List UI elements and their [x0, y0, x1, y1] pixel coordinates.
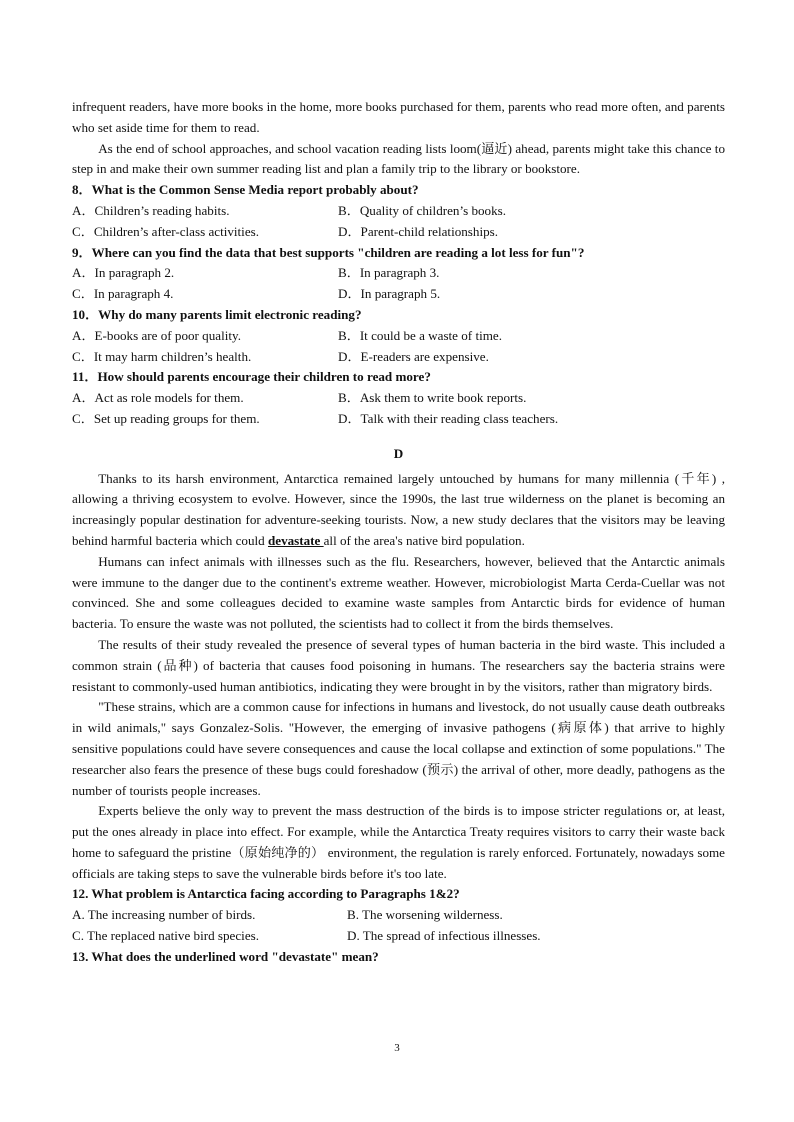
- question-stem: 8．What is the Common Sense Media report probably about?: [72, 182, 419, 198]
- passage-c-last-paragraph: As the end of school approaches, and school vacation reading lists loom(逼近) ahead, parents might take this chance to step in and make their own summer reading list and plan a family trip to the library or bookstore.: [72, 140, 725, 177]
- option-a: A．In paragraph 2.: [72, 265, 175, 281]
- question-stem: 9．Where can you find the data that best supports "children are reading a lot less for fun"?: [72, 244, 585, 260]
- page-number: 3: [394, 1042, 400, 1054]
- option-d: D. The spread of infectious illnesses.: [347, 928, 541, 944]
- option-b: B. The worsening wilderness.: [347, 907, 503, 923]
- question-10: [72, 305, 725, 367]
- section-heading-d: D: [393, 445, 404, 461]
- passage-d-paragraph-1: Thanks to its harsh environment, Antarctica remained largely untouched by humans for many millennia (千年) , allowing a thriving ecosystem to evolve. However, since the 1990s, the last true wilderness on the planet is becoming an increasingly popular destination for adventure-seeking tourists. Now, a new study declares that the visitors may be leaving behind harmful bacteria which could devastate all of the area's native bird population.: [72, 470, 725, 548]
- question-8: [72, 180, 725, 242]
- passage-d-paragraph-4: "These strains, which are a common cause for infections in humans and livestock, do not usually cause death outbreaks in wild animals," says Gonzalez-Solis. "However, the emerging of invasive pathogens (病原体) that arrive to highly sensitive populations could have severe consequences and cause the local collapse and extinction of some populations." The researcher also fears the presence of these bugs could foreshadow (预示) the arrival of other, more deadly, pathogens as the number of tourists people increases.: [72, 699, 725, 798]
- document-page: [72, 97, 725, 968]
- question-12: [72, 884, 725, 946]
- question-stem: 13. What does the underlined word "devastate" mean?: [72, 948, 379, 964]
- option-b: B．Quality of children’s books.: [338, 202, 507, 218]
- option-a: A．E-books are of poor quality.: [72, 327, 241, 343]
- passage-d-paragraph-5: Experts believe the only way to prevent the mass destruction of the birds is to impose stricter regulations or, at least, put the ones already in place into effect. For example, while the Antarctica Treaty requires visitors to carry their waste back home to safeguard the pristine（原始纯净的） environment, the regulation is rarely enforced. Fortunately, nowadays some officials are taking steps to save the vulnerable birds before it's too late.: [72, 803, 725, 881]
- option-d: D．E-readers are expensive.: [338, 348, 489, 364]
- option-b: B．Ask them to write book reports.: [338, 390, 527, 406]
- question-stem: 11．How should parents encourage their children to read more?: [72, 369, 431, 385]
- option-d: D．Talk with their reading class teachers.: [338, 410, 559, 426]
- option-b: B．It could be a waste of time.: [338, 327, 502, 343]
- question-stem: 10．Why do many parents limit electronic reading?: [72, 306, 362, 322]
- option-c: C．Children’s after-class activities.: [72, 223, 260, 239]
- passage-d-paragraph-3: The results of their study revealed the presence of several types of human bacteria in the bird waste. This included a common strain (品种) of bacteria that causes food poisoning in humans. The researchers say the bacteria strains were resistant to commonly-used human antibiotics, indicating they were brought in by the visitors, rather than migratory birds.: [72, 636, 725, 694]
- option-b: B．In paragraph 3.: [338, 265, 440, 281]
- question-11: [72, 367, 725, 429]
- passage-c-continuation: infrequent readers, have more books in the home, more books purchased for them, parents who read more often, and parents who set aside time for them to read.: [72, 99, 725, 135]
- underlined-word: devastate: [267, 532, 324, 548]
- option-d: D．In paragraph 5.: [338, 286, 441, 302]
- question-13: [72, 947, 725, 968]
- question-9: [72, 243, 725, 305]
- option-c: C．Set up reading groups for them.: [72, 410, 260, 426]
- option-a: A．Children’s reading habits.: [72, 202, 230, 218]
- option-a: A. The increasing number of birds.: [72, 907, 256, 923]
- option-d: D．Parent-child relationships.: [338, 223, 499, 239]
- option-c: C. The replaced native bird species.: [72, 928, 260, 944]
- passage-d-paragraph-2: Humans can infect animals with illnesses such as the flu. Researchers, however, believed that the Antarctic animals were immune to the danger due to the continent's extreme weather. However, microbiologist Marta Cerda-Cuellar was not convinced. She and some colleagues decided to examine waste samples from Antarctic birds for evidence of human bacteria. To ensure the waste was not polluted, the scientists had to collect it from the birds themselves.: [72, 553, 725, 632]
- option-a: A．Act as role models for them.: [72, 390, 244, 406]
- option-c: C．It may harm children’s health.: [72, 348, 252, 364]
- option-c: C．In paragraph 4.: [72, 286, 174, 302]
- question-stem: 12. What problem is Antarctica facing according to Paragraphs 1&2?: [72, 886, 460, 902]
